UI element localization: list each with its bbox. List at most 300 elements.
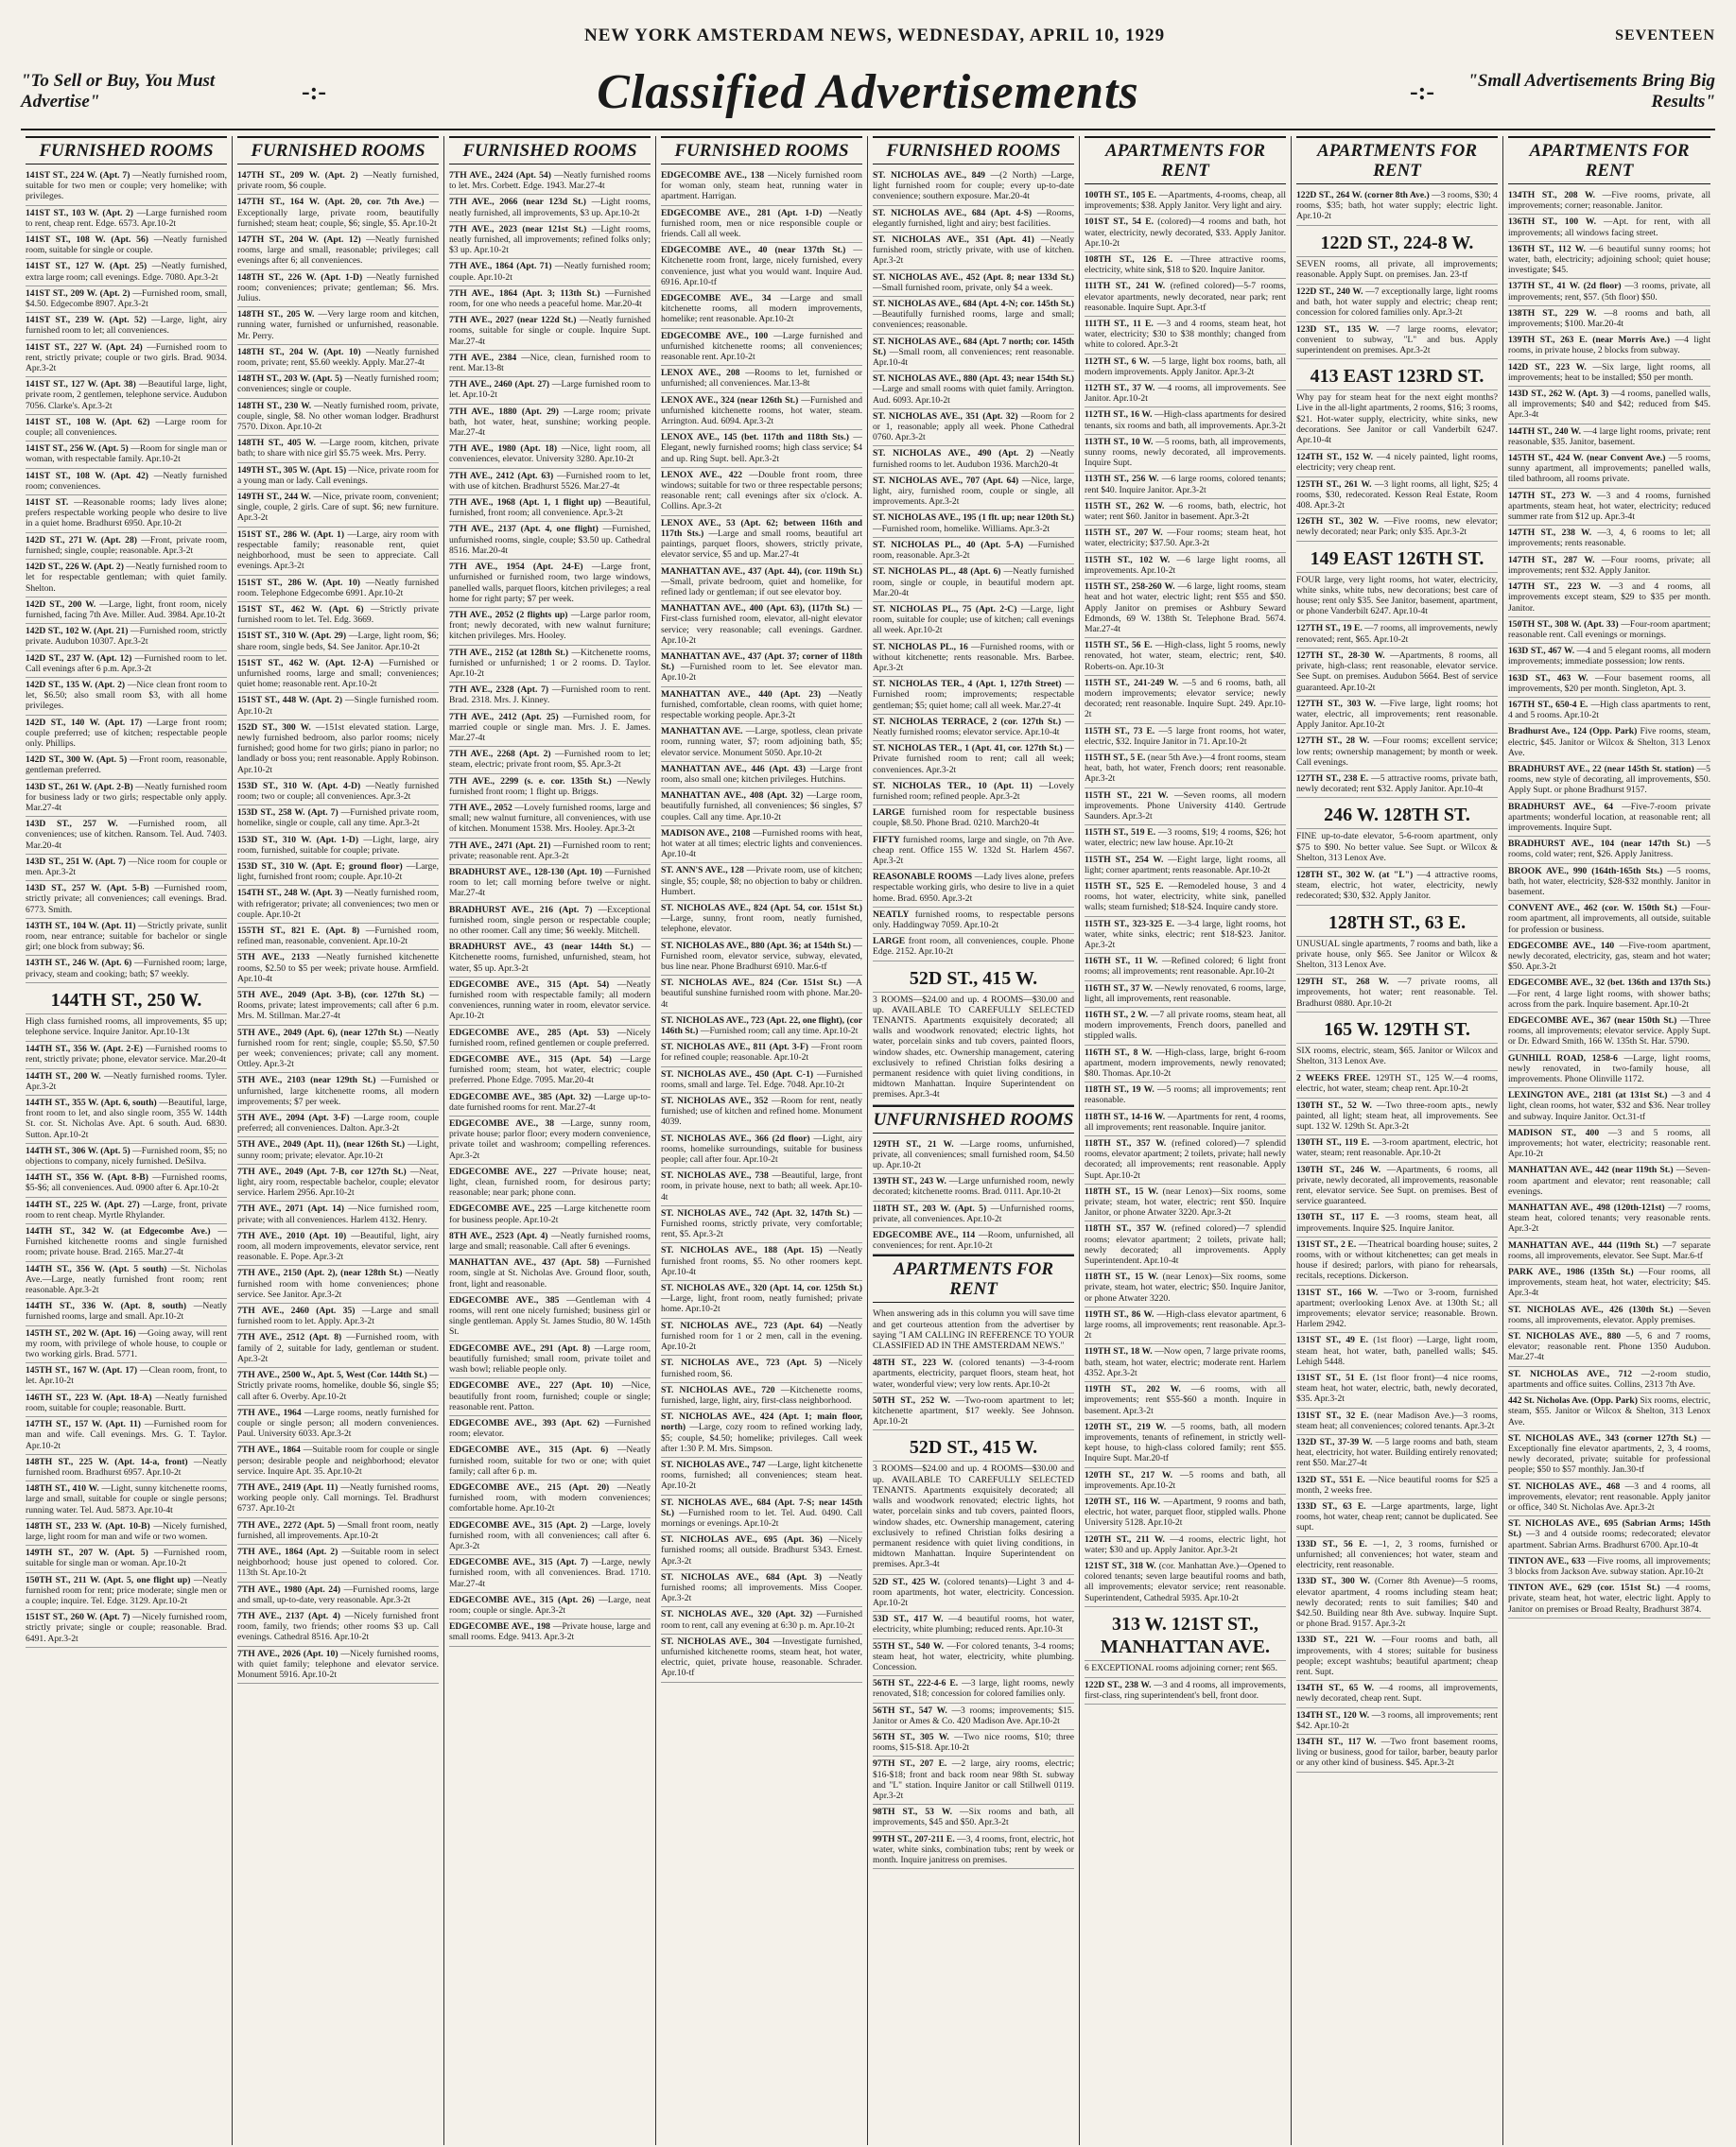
ad-listing — [1296, 868, 1498, 906]
ad-listing — [449, 1202, 651, 1228]
ad-listing — [1085, 917, 1286, 955]
ad-key: 115TH ST., 262 W. — [1085, 500, 1165, 511]
ad-key: MADISON AVE., 2108 — [661, 827, 751, 839]
ad-listing — [237, 233, 439, 270]
display-ad-heading: 122D ST., 224-8 W. — [1296, 226, 1498, 257]
ad-key: 8TH AVE., 2523 (Apt. 4) — [449, 1230, 548, 1241]
ad-text: —5 large front rooms, hot water, electric, $32. Inquire Janitor in 71. Apr.10-2t — [1085, 725, 1286, 747]
ad-text: —Large, light room, suitable for couple; use of kitchen; call evenings all week. Apr.10-2t — [873, 603, 1074, 636]
ad-text: —5 rooms, bath, hot water, electricity, $28-$32 monthly. Janitor in basement. — [1508, 865, 1710, 897]
ad-text: —Furnished room to let. Call evenings after 6 p.m. Apr.3-2t — [26, 652, 227, 674]
ad-listing — [661, 1132, 862, 1169]
ad-text: —Beautiful, light, airy room, all modern improvements, elevator service, rent reasonable. E. Pope. Apr.3-2t — [237, 1230, 439, 1263]
ad-listing — [26, 1198, 227, 1224]
ad-key: EDGECOMBE AVE., 140 — [1508, 940, 1615, 951]
ad-listing — [1508, 901, 1710, 939]
ad-key: 115TH ST., 254 W. — [1085, 854, 1164, 865]
ad-key: 7TH AVE., 2152 (at 128th St.) — [449, 647, 569, 658]
ad-text: —Neatly furnished room, suitable for two or one; with quiet family; call after 6 p. m. — [449, 1445, 651, 1477]
ad-key: EDGECOMBE AVE., 225 — [449, 1203, 552, 1215]
ad-key: 138TH ST., 229 W. — [1508, 307, 1597, 319]
ad-listing — [873, 1137, 1074, 1175]
ad-key: 116TH ST., 11 W. — [1085, 956, 1158, 967]
ad-text: —Large, spotless, clean private room, running water, $7; room adjoining bath, $5; elevator service. Monument 5050. Apr.10-2t — [661, 726, 863, 758]
ad-listing — [1508, 800, 1710, 838]
ad-key: 136TH ST., 100 W. — [1508, 216, 1597, 228]
ad-text: —Four rooms, private; all improvements; rent $32. Apply Janitor. — [1508, 554, 1710, 576]
ad-key: 126TH ST., 302 W. — [1296, 516, 1379, 528]
ad-text: —Kitchenette rooms, furnished, large, light, airy, first-class neighborhood. — [661, 1384, 862, 1406]
ad-listing — [237, 1202, 439, 1228]
ad-text: —Large, airy room with respectable family; reasonable rent, quiet neighborhood, must be seen to appreciate. Call evenings. Apr.3-2t — [237, 528, 439, 572]
ad-text: —Nicely furnished room for woman only, steam heat, running water in apartment. Harrigan. — [661, 170, 862, 202]
ad-key: 147TH ST., 287 W. — [1508, 554, 1595, 565]
ad-text: —7 all private rooms, steam heat, all modern improvements, French doors, panelled and stippled walls. — [1085, 1010, 1286, 1042]
ad-key: 5TH AVE., 2133 — [237, 952, 310, 963]
ad-key: 144TH ST., 356 W. (Apt. 5 south) — [26, 1263, 167, 1274]
ad-key: 131ST ST., 166 W. — [1296, 1287, 1379, 1298]
ad-key: 141ST ST., 103 W. (Apt. 2) — [26, 207, 133, 218]
ad-text: —Furnished room, suitable for single man or woman. Apr.10-2t — [26, 1548, 227, 1569]
classified-banner — [21, 55, 1715, 130]
ad-listing — [1085, 472, 1286, 498]
ad-listing — [449, 1443, 651, 1480]
ad-listing — [873, 511, 1074, 537]
ad-listing — [237, 528, 439, 576]
ad-listing — [661, 863, 862, 901]
ad-key: ST. NICHOLAS AVE., 695 (Apt. 36) — [661, 1534, 823, 1546]
ad-key: 134TH ST., 117 W. — [1296, 1736, 1377, 1747]
ad-key: MANHATTAN AVE., 442 (near 119th St.) — [1508, 1165, 1674, 1176]
ad-listing — [1085, 526, 1286, 552]
ad-text: furnished rooms, to respectable persons only. Haddingway 7059. Apr.10-2t — [873, 909, 1074, 930]
ad-text: —Nice furnished room, private; with all conveniences. Harlem 4132. Henry. — [237, 1203, 439, 1225]
ad-listing — [237, 1137, 439, 1164]
ad-text: —Nice, light room, all conveniences, elevator. University 3280. Apr.10-2t — [449, 443, 651, 465]
ad-text: —Neatly furnished rooms; all improvements. Miss Cooper. Apr.3-2t — [661, 1571, 862, 1604]
ad-listing — [449, 801, 651, 839]
ad-listing — [237, 1368, 439, 1406]
ad-listing — [449, 903, 651, 941]
ad-text: —Very large room and kitchen, running water, furnished or unfurnished, reasonable. Mr. Perry. — [237, 309, 439, 341]
ad-text: —Neatly furnished room; couple. Apr.10-2t — [449, 261, 651, 283]
ad-key: EDGECOMBE AVE., 385 — [449, 1294, 560, 1306]
ad-text: —Furnished room, with family of 2, suitable for lady, gentleman or student. Apr.3-2t — [237, 1332, 439, 1364]
ad-listing — [449, 978, 651, 1026]
ad-key: MANHATTAN AVE. — [661, 726, 743, 737]
ad-key: 127TH ST., 303 W. — [1296, 698, 1377, 709]
ad-text: —Large apartments, large, light rooms, hot water, cheap rent; cannot be duplicated. See supt. — [1296, 1501, 1499, 1533]
ad-text: —Large room, couple preferred; all conveniences. Dalton. Apr.3-2t — [237, 1113, 439, 1134]
display-ad-heading: 165 W. 129TH ST. — [1296, 1013, 1498, 1044]
ad-text: Five rooms, steam, electric, $45. Janitor or Wilcox & Shelton, 313 Lenox Ave. — [1508, 726, 1710, 758]
ad-key: 7TH AVE., 2052 — [449, 802, 512, 813]
ad-key: MANHATTAN AVE., 444 (119th St.) — [1508, 1239, 1658, 1251]
ad-text: —Four basement rooms, all improvements, $20 per month. Singleton, Apt. 3. — [1508, 672, 1710, 694]
ad-listing — [26, 1326, 227, 1364]
ad-listing — [1508, 215, 1710, 241]
ad-listing — [873, 1832, 1074, 1870]
ad-listing — [449, 442, 651, 468]
ad-text: —Gentleman with 4 rooms, will rent one nicely furnished; business girl or single gentleman. Apply St. James Studio, 80 W. 145th St. — [449, 1294, 651, 1338]
ad-listing — [237, 195, 439, 233]
ad-notice: When answering ads in this column you will save time and get courteous attention from the advertiser by saying "I AM CALLING IN REFERENCE TO YOUR CLASSIFIED AD IN THE AMSTERDAM NEWS." — [873, 1307, 1074, 1356]
ad-listing — [873, 168, 1074, 206]
ad-text: —Three rooms, all improvements; elevator service. Apply Supt. or Dr. Edward Smith, 166 W. 135th St. Har. 5790. — [1508, 1015, 1710, 1048]
ad-text: —Furnished rooms with heat, hot water at all times; electric lights and conveniences. Apr.10-4t — [661, 827, 862, 860]
ad-key: 147TH ST., 164 W. (Apt. 20, cor. 7th Ave.) — [237, 197, 425, 208]
ad-text: 129TH ST., 125 W.—4 rooms, electric, hot water, steam; cheap rent. Apr.10-2t — [1296, 1073, 1498, 1095]
ad-key: BRADHURST AVE., 43 (near 144th St.) — [449, 942, 634, 953]
ad-key: Bradhurst Ave., 124 (Opp. Park) — [1508, 726, 1638, 737]
ad-key: 122D ST., 238 W. — [1085, 1679, 1152, 1690]
ad-listing — [449, 1117, 651, 1165]
ad-text: —Furnished room, all conveniences; use of kitchen. Ransom. Tel. Aud. 7403. Mar.20-4t — [26, 819, 227, 851]
ad-key: 7TH AVE., 2412 (Apt. 63) — [449, 470, 554, 481]
right-slogan: "Small Advertisements Bring Big Results" — [1467, 71, 1715, 112]
ad-key: BRADHURST AVE., 64 — [1508, 801, 1614, 812]
ad-listing — [661, 468, 862, 516]
ad-text: —Furnished room; large, privacy, steam and cooking; bath; $7 weekly. — [26, 958, 227, 979]
ad-key: CONVENT AVE., 462 (cor. W. 150th St.) — [1508, 903, 1677, 914]
display-ad-heading: 149 EAST 126TH ST. — [1296, 542, 1498, 573]
ad-text: —Strictly private furnished room to let. Tel. Edg. 3669. — [237, 603, 440, 626]
ad-text: —Furnished room to rent, call any evening at 6:30 p. m. Apr.10-2t — [661, 1609, 862, 1631]
ad-key: 101ST ST., 54 E. — [1085, 216, 1154, 228]
ad-key: 144TH ST., 356 W. (Apt. 8-B) — [26, 1172, 148, 1184]
ad-key: 123D ST., 135 W. — [1296, 323, 1379, 335]
ad-text: —Nice, private room for a young man or lady. Call evenings. — [237, 464, 440, 486]
ad-key: GUNHILL ROAD, 1258-6 — [1508, 1052, 1618, 1064]
column-1 — [21, 136, 233, 2145]
ad-text: —Large front room, also small one; kitchen privileges. Hutchins. — [661, 763, 862, 785]
ad-listing — [1508, 1554, 1710, 1581]
ad-listing — [661, 687, 862, 725]
ad-key: MANHATTAN AVE., 437 (Apt. 58) — [449, 1257, 599, 1269]
ad-listing — [1085, 215, 1286, 252]
ad-key: ST. NICHOLAS AVE., 684 (Apt. 3) — [661, 1571, 823, 1583]
ad-text: —4 beautiful rooms, hot water, electricity, white plumbing; reduced rents. Apr.10-3t — [873, 1614, 1074, 1636]
ad-listing — [873, 1704, 1074, 1730]
ad-listing — [661, 564, 862, 602]
ad-text: —Beautiful, large, front room to let, and also single room, 355 W. 144th St. cor. St. Nicholas Ave. Apt. 6 south. Aud. 6830. Sutton. Apr.10-2t — [26, 1098, 227, 1140]
ad-text: —Strictly private rooms, homelike, double $6, single $5; call after 6. Overby. Apr.10-2t — [237, 1370, 439, 1402]
ad-listing — [1508, 360, 1710, 387]
ad-listing — [1085, 954, 1286, 980]
ad-listing — [661, 1319, 862, 1357]
ad-text: —Furnished room, small, $4.50. Edgecombe 8907. Apr.3-2t — [26, 287, 227, 310]
ad-listing — [449, 259, 651, 286]
ad-text: (colored)—4 rooms and bath, hot water, electricity, newly decorated, $33. Apply Janitor. Apr.10-2t — [1085, 216, 1286, 249]
ad-text: —Apartment, 9 rooms and bath, electric, hot water, parquet floor, stippled walls. Phone University 5128. Apr.10-2t — [1085, 1496, 1286, 1529]
ad-key: 7TH AVE., 1864 — [237, 1445, 301, 1456]
ad-text: —Large and small rooms with quiet family. Arrington. Aud. 6093. Apr.10-2t — [873, 384, 1074, 406]
ad-key: 7TH AVE., 2424 (Apt. 54) — [449, 170, 551, 181]
ad-listing — [1085, 788, 1286, 826]
ad-listing — [661, 1383, 862, 1410]
ad-key: 7TH AVE., 2471 (Apt. 21) — [449, 840, 551, 851]
ad-text: —4 and 5 elegant rooms, all modern improvements; immediate possession; low rents. — [1508, 646, 1710, 667]
ad-text: —3 and 4 rooms, steam heat, hot water, electricity; $30 to $38 monthly; changed from white to colored. Apr.3-2t — [1085, 319, 1286, 351]
ad-key: ST. NICHOLAS AVE., 824 (Apt. 54, cor. 151st St.) — [661, 902, 862, 913]
ad-text: —3 rooms, $19; 4 rooms, $26; hot water, electric; new law house. Apr.10-2t — [1085, 827, 1286, 849]
ad-listing — [449, 747, 651, 773]
ad-text: —Apartments, 8 rooms, all private, high-class; rent reasonable, elevator service. See Supt. on premises. Audubon 5664. Best of service guaranteed. Apr.10-2t — [1296, 649, 1498, 693]
ad-key: 7TH AVE., 1864 (Apt. 2) — [237, 1546, 339, 1557]
ad-key: ST. NICHOLAS AVE., 468 — [1508, 1480, 1621, 1492]
ad-text: —Furnished rooms, small and large. Tel. Edge. 7048. Apr.10-2t — [661, 1068, 862, 1090]
ad-text: —4 rooms, private, steam heat, hot water, electric light. Apply to Janitor on premises or Broad Realty, Bradhurst 3874. — [1508, 1583, 1710, 1615]
ad-listing — [26, 597, 227, 624]
ad-text: —Furnished room for man and wife. Call evenings. Mrs. G. T. Taylor. Apr.10-2t — [26, 1419, 227, 1451]
ad-key: 155TH ST., 821 E. (Apt. 8) — [237, 925, 360, 936]
ad-listing — [26, 1069, 227, 1096]
ad-key: 133D ST., 56 E. — [1296, 1538, 1367, 1550]
ad-key: 141ST ST., 209 W. (Apt. 2) — [26, 287, 130, 299]
ad-listing — [1296, 1574, 1498, 1633]
ad-key: ST. NICHOLAS AVE., 424 (Apt. 1; main floor, north) — [661, 1411, 862, 1433]
ad-text: —Beautifully furnished rooms, large and small; conveniences; reasonable. — [873, 309, 1074, 331]
ad-text: —Beautiful, furnished, front room; all convenience. Apr.3-2t — [449, 497, 651, 519]
ad-text: —For colored tenants, 3-4 rooms; steam heat, hot water, electricity, white plumbing. Concession. — [873, 1640, 1074, 1672]
ad-listing — [26, 442, 227, 468]
ad-listing — [661, 1040, 862, 1066]
ad-listing — [449, 1229, 651, 1255]
ad-key: 137TH ST., 41 W. (2d floor) — [1508, 281, 1622, 292]
ad-listing — [26, 1455, 227, 1481]
display-ad-body: 3 ROOMS—$24.00 and up. 4 ROOMS—$30.00 and up. AVAILABLE TO CAREFULLY SELECTED TENANTS. Apartments exquisitely decorated; all walls and woodwork renovated; electric lights, hot water, porcelain sinks and tub covers, painted floors, window shades, etc. Ownership management, catering exclusively to refined Christian folks desiring a permanent residence with quiet living conditions, in midtown Manhattan. Inquire Superintendent on premises. Apr.3-4t — [873, 1462, 1074, 1574]
ad-text: —2-room studio, apartments and office suites. Collins, 2313 7th Ave. — [1508, 1368, 1710, 1390]
ad-text: —6 rooms, with all improvements; rent $55-$60 a month. Inquire in basement. Apr.3-2t — [1085, 1384, 1286, 1416]
ad-text: —3-room apartment, electric, hot water, steam; rent reasonable. Apr.10-2t — [1296, 1137, 1498, 1159]
column-8 — [1503, 136, 1715, 2145]
ad-text: —Furnished room, reasonable. Apr.3-2t — [873, 539, 1074, 562]
ad-key: 7TH AVE., 2010 (Apt. 10) — [237, 1230, 347, 1241]
ad-key: 7TH AVE., 2150 (Apt. 2), (near 128th St.) — [237, 1268, 403, 1279]
ad-key: EDGECOMBE AVE., 315 (Apt. 7) — [449, 1557, 588, 1568]
ad-key: 55TH ST., 540 W. — [873, 1640, 944, 1652]
ad-listing — [26, 1519, 227, 1546]
ad-key: ST. NICHOLAS AVE., 188 (Apt. 15) — [661, 1245, 823, 1256]
ad-key: 5TH AVE., 2103 (near 129th St.) — [237, 1075, 376, 1086]
ad-text: —6 beautiful sunny rooms; hot water, bath, electricity; adjoining school; quiet house; investigate; $45. — [1508, 243, 1710, 276]
ad-key: EDGECOMBE AVE., 100 — [661, 330, 769, 341]
column-heading: FURNISHED ROOMS — [873, 136, 1074, 164]
ad-listing — [449, 405, 651, 442]
ad-listing — [661, 206, 862, 244]
ad-text: —4 rooms, panelled walls, all improvements; $40 and $42; reduced from $45. Apr.3-4t — [1508, 389, 1710, 421]
column-heading: APARTMENTS FOR RENT — [873, 1255, 1074, 1303]
ad-key: 127TH ST., 238 E. — [1296, 772, 1369, 784]
ad-text: —Two front basement rooms, living or business, good for tailor, barber, beauty parlor or any other kind of business. $45. Apr.3-2t — [1296, 1736, 1498, 1769]
ad-key: 115TH ST., 258-260 W. — [1085, 581, 1175, 593]
ad-text: —Nice, clean, furnished room to rent. Mar.13-8t — [449, 352, 651, 374]
ad-text: (near Madison Ave.)—3 rooms, steam heat; all conveniences; colored tenants. Apr.3-2t — [1296, 1410, 1498, 1431]
ad-listing — [237, 1330, 439, 1368]
ad-key: 7TH AVE., 1864 (Apt. 71) — [449, 261, 552, 272]
ad-text: —Nicely furnished rooms, with quiet family; telephone and elevator service. Monument 5916. Apr.10-2t — [237, 1648, 439, 1680]
ad-listing — [1296, 1163, 1498, 1211]
ad-text: —Single furnished room. Apr.10-2t — [237, 695, 439, 717]
ad-listing — [449, 1480, 651, 1518]
ad-listing — [661, 601, 862, 649]
ad-key: 144TH ST., 225 W. (Apt. 27) — [26, 1199, 140, 1210]
ad-text: —Furnished room to rent. Brad. 2318. Mrs. J. Kinney. — [449, 684, 651, 706]
ad-key: 7TH AVE., 2460 (Apt. 27) — [449, 379, 550, 390]
ad-text: —Neatly furnished rooms; elevator service. Apr.10-4t — [873, 716, 1074, 737]
ad-key: 141ST ST., 108 W. (Apt. 42) — [26, 470, 148, 481]
ad-text: —5 rooms, cold water; rent, $26. Apply Janitress. — [1508, 839, 1710, 860]
ad-key: 118TH ST., 203 W. (Apt. 5) — [873, 1203, 987, 1214]
ad-key: 56TH ST., 547 W. — [873, 1705, 947, 1716]
ad-key: 130TH ST., 52 W. — [1296, 1099, 1372, 1111]
ad-key: 144TH ST., 336 W. (Apt. 8, south) — [26, 1301, 187, 1312]
ad-text: —Newly renovated, 6 rooms, large, light, all improvements, rent reasonable. — [1085, 982, 1286, 1004]
ad-key: 7TH AVE., 1954 (Apt. 24-E) — [449, 562, 583, 573]
ad-text: —Large rooms, neatly furnished for couple or single person; all modern conveniences. Paul. University 6033. Apr.3-2t — [237, 1407, 439, 1440]
ad-text: —High class apartments to rent, 4 and 5 rooms. Apr.10-2t — [1508, 699, 1710, 721]
ad-text: —Large, light room, $6; share room, single beds, $4. See Janitor. Apr.10-2t — [237, 631, 440, 652]
ad-key: 153D ST., 310 W. (Apt. 4-D) — [237, 780, 361, 791]
ad-key: 151ST ST., 286 W. (Apt. 1) — [237, 528, 345, 540]
ad-text: —Nice, private room, convenient; single, couple, 2 girls. Care of supt. $6; new furniture. Apr.3-2t — [237, 492, 439, 524]
ad-listing — [1296, 1735, 1498, 1773]
ad-key: 151ST ST., 286 W. (Apt. 10) — [237, 577, 360, 588]
ad-key: MANHATTAN AVE., 408 (Apt. 32) — [661, 790, 804, 802]
ad-listing — [237, 1480, 439, 1518]
ad-text: —Five rooms, all improvements; 3 blocks from Jackson Ave. subway station. Apr.10-2t — [1508, 1555, 1710, 1577]
ad-text: —Two nice rooms, $10; three rooms, $15-$18. Apr.10-2t — [873, 1731, 1074, 1754]
ad-listing — [661, 168, 862, 206]
ad-text: —Neatly furnished room; conveniences; private; gentleman; $6. Mrs. Julius. — [237, 271, 439, 304]
ad-listing — [26, 1481, 227, 1519]
ad-text: —Nice, beautifully front room, furnished; couple or single; reasonable rent. Patton. — [449, 1380, 651, 1412]
ad-key: 144TH ST., 342 W. (at Edgecombe Ave.) — [26, 1226, 211, 1238]
ad-text: —Seven-room apartment and elevator; rent reasonable; call evenings. — [1508, 1165, 1710, 1197]
ad-text: —Neatly furnished room, suitable for two men or couple; very homelike; with privileges. — [26, 170, 227, 202]
ad-listing — [26, 1262, 227, 1300]
ad-key: 145TH ST., 167 W. (Apt. 17) — [26, 1365, 138, 1377]
ad-listing — [237, 1443, 439, 1480]
ad-text: Six rooms, electric, steam, $55. Janitor or Wilcox & Shelton, 313 Lenox Ave. — [1508, 1395, 1710, 1428]
ad-text: (colored tenants) —3-4-room apartments, electricity, parquet floors, steam heat, hot water, wonderful view; very low rents. Apr.10-2t — [873, 1358, 1074, 1390]
ad-key: 148TH ST., 405 W. — [237, 438, 317, 449]
ad-key: 120TH ST., 211 W. — [1085, 1533, 1165, 1545]
ad-listing — [237, 924, 439, 950]
ad-text: —Exceptionally large, private room, beautifully furnished; steam heat; couple, $6; single, $5. Apr.10-2t — [237, 197, 440, 229]
ad-key: 142D ST., 226 W. (Apt. 2) — [26, 562, 124, 573]
ad-key: 149TH ST., 207 W. (Apt. 5) — [26, 1548, 148, 1559]
ad-key: 141ST ST., 127 W. (Apt. 38) — [26, 379, 136, 390]
ad-key: 115TH ST., 56 E. — [1085, 640, 1153, 651]
ad-listing — [661, 1607, 862, 1634]
ad-text: —Neatly furnished rooms, suitable for single or couple. Inquire Supt. Mar.27-4t — [449, 315, 651, 347]
ad-text: —5 rooms, bath, all modern improvements, tenants of refinement, in strictly well-kept house, to high-class colored family; rent $55. Inquire Supt. Mar.20-tf — [1085, 1421, 1286, 1464]
ad-text: —Large front, unfurnished or furnished room, two large windows, panelled walls, parquet floors, kitchen privileges; a real home for right party; $7 per week. — [449, 562, 651, 604]
ad-text: —Neatly furnished room for 1 or 2 men, call in the evening. Apr.10-2t — [661, 1320, 862, 1353]
ad-text: —7 rooms, all improvements, newly renovated; rent, $65. Apr.10-2t — [1296, 623, 1498, 645]
ad-key: 7TH AVE., 2500 W., Apt. 5, West (Cor. 144th St.) — [237, 1370, 427, 1381]
ad-key: 50TH ST., 252 W. — [873, 1394, 950, 1406]
ad-text: —Room for single man or woman, with respectable family. Apr.10-2t — [26, 443, 228, 465]
ad-text: furnished rooms, large and single, on 7th Ave. cheap rent. Office 155 W. 132d St. Harlem 4567. Apr.3-2t — [873, 834, 1074, 866]
ad-text: —5 and 6 rooms, bath, all modern improvements; elevator service; newly decorated; rent reasonable. Inquire Supt. 249. Apr.10-2t — [1085, 677, 1286, 720]
ad-text: —3 and 4 rooms, all improvements except steam, $29 to $35 per month. Janitor. — [1508, 581, 1710, 614]
ad-listing — [1296, 322, 1498, 360]
masthead — [21, 17, 1715, 55]
ad-key: TINTON AVE., 633 — [1508, 1555, 1586, 1567]
ad-key: ST. NICHOLAS AVE., 742 (Apt. 32, 147th St.) — [661, 1207, 850, 1219]
ad-key: 129TH ST., 268 W. — [1296, 977, 1389, 988]
ad-key: 118TH ST., 357 W. — [1085, 1138, 1167, 1150]
ad-text: —Neatly furnished front rooms, $5. No other roomers kept. Apr.10-4t — [661, 1245, 862, 1277]
ad-key: ST. NICHOLAS AVE., 880 (Apt. 43; near 154th St.) — [873, 373, 1074, 385]
display-ad-heading: 128TH ST., 63 E. — [1296, 906, 1498, 937]
ad-key: 143D ST., 251 W. (Apt. 7) — [26, 856, 126, 867]
ad-listing — [661, 1169, 862, 1206]
ad-text: —Furnished room; call any time. Apr.10-2t — [698, 1026, 859, 1037]
ad-listing — [873, 1730, 1074, 1757]
ad-text: —Apt. for rent, with all improvements; all windows facing street. — [1508, 216, 1710, 238]
ad-listing — [26, 560, 227, 597]
ad-listing — [873, 1202, 1074, 1228]
ad-listing — [449, 351, 651, 377]
ad-listing — [26, 1096, 227, 1144]
ad-listing — [873, 908, 1074, 934]
column-5 — [868, 136, 1080, 2145]
ad-listing — [237, 602, 439, 629]
ad-text: —Furnished room, elevator service, subway, elevated, bus line near. Phone Bradhurst 6910. Mar.6-tf — [661, 940, 862, 972]
ad-key: BRADHURST AVE., 104 (near 147th St.) — [1508, 839, 1691, 850]
ad-text: —Neatly furnished rooms, large and small. Apr.10-2t — [26, 1301, 227, 1323]
ad-key: EDGECOMBE AVE., 198 — [449, 1621, 550, 1633]
ad-listing — [237, 168, 439, 195]
ad-listing — [449, 774, 651, 801]
ad-key: EDGECOMBE AVE., 315 (Apt. 6) — [449, 1445, 609, 1456]
column-6 — [1080, 136, 1292, 2145]
ad-text: —Two-room apartment to let; kitchenette apartment, $17 weekly. See Johnson. Apr.10-2t — [873, 1394, 1074, 1428]
ad-listing — [449, 1255, 651, 1293]
ad-listing — [1085, 1468, 1286, 1495]
ad-key: 130TH ST., 117 E. — [1296, 1212, 1380, 1223]
ad-text: —Furnished room, single at St. Nicholas Ave. Ground floor, south, front, light and reasonable. — [449, 1257, 651, 1290]
ad-key: 116TH ST., 2 W. — [1085, 1010, 1149, 1020]
ad-text: —Light, large, airy room, furnished, suitable for couple; private. — [237, 834, 440, 856]
ad-text: —Large, neat room; couple or single. Apr.3-2t — [449, 1594, 651, 1616]
ad-listing — [873, 1805, 1074, 1831]
column-heading: APARTMENTS FOR RENT — [1508, 136, 1710, 184]
ad-listing — [449, 1026, 651, 1052]
ad-text: —6 large light rooms, all improvements. Apr.10-2t — [1085, 554, 1286, 576]
ad-key: 131ST ST., 2 E. — [1296, 1238, 1357, 1250]
ad-listing — [449, 168, 651, 195]
ad-text: —Large room, beautifully furnished; small room, private toilet and wash bowl; reliable people only. — [449, 1342, 651, 1376]
ad-key: BRADHURST AVE., 128-130 (Apt. 10) — [449, 866, 602, 877]
ad-text: —Furnished room, homelike. Williams. Apr.3-2t — [873, 523, 1050, 534]
ad-text: —Large, sunny room, private house; parlor floor; every modern convenience, private toilet and washroom; compelling references. Apr.3-2t — [449, 1118, 651, 1161]
display-ad-body: FINE up-to-date elevator, 5-6-room apartment, only $75 to $90. No better value. See Supt. or Wilcox & Shelton, 313 Lenox Ave. — [1296, 829, 1498, 868]
ad-listing — [873, 934, 1074, 961]
column-2 — [233, 136, 444, 2145]
ad-key: 52D ST., 425 W. — [873, 1576, 941, 1587]
ad-key: 120TH ST., 217 W. — [1085, 1469, 1172, 1480]
ad-listing — [26, 753, 227, 779]
ad-text: —Neatly furnished room; conveniences; single or couple. — [237, 373, 439, 395]
ad-listing — [237, 1609, 439, 1647]
ad-listing — [237, 1165, 439, 1203]
ad-key: 116TH ST., 8 W. — [1085, 1047, 1153, 1058]
ad-key: LARGE — [873, 936, 906, 947]
